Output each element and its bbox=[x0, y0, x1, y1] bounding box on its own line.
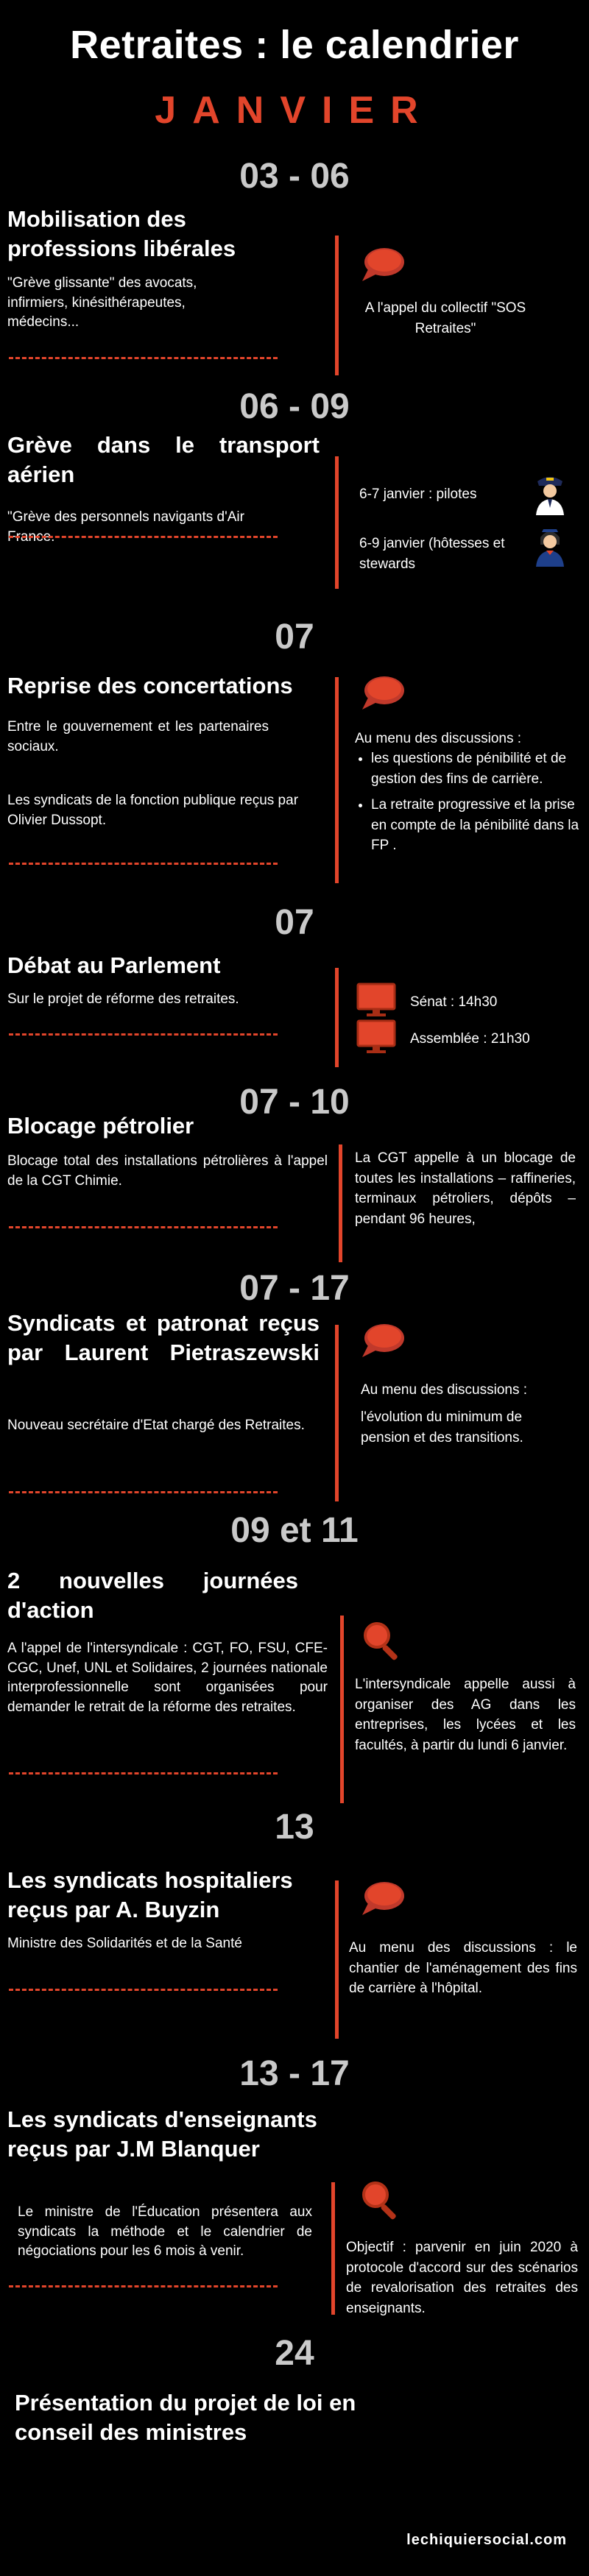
divider bbox=[9, 536, 278, 538]
event-title: Syndicats et patronat reçus par Laurent Pietraszewski bbox=[7, 1310, 320, 1366]
timeline-bar bbox=[331, 2182, 335, 2315]
event-detail: Au menu des discussions : le chantier de l'aménagement des fins de carrière à l'hôpital. bbox=[349, 1940, 577, 1997]
speech-bubble-icon bbox=[359, 1319, 409, 1360]
event-title: Reprise des concertations bbox=[7, 673, 293, 698]
divider bbox=[9, 1989, 278, 1991]
month-heading: JANVIER bbox=[155, 89, 434, 132]
pilot-icon bbox=[532, 471, 568, 515]
event-detail: L'intersyndicale appelle aussi à organiser des AG dans les entreprises, les lycées et les facultés, à partir du lundi 6 janvier. bbox=[355, 1677, 576, 1753]
event-detail-item: Assemblée : 21h30 bbox=[410, 1031, 530, 1047]
event-title: Présentation du projet de loi en conseil des ministres bbox=[15, 2390, 356, 2446]
divider bbox=[9, 1772, 278, 1774]
event-detail-bullet: • La retraite progressive et la prise en compte de la pénibilité dans la FP . bbox=[371, 795, 589, 856]
event-subtitle: Sur le projet de réforme des retraites. bbox=[7, 991, 239, 1007]
event-title: Les syndicats d'enseignants reçus par J.M Blanquer bbox=[7, 2106, 317, 2162]
footer-site: lechiquiersocial.com bbox=[406, 2532, 567, 2548]
tv-icon bbox=[356, 983, 398, 1018]
timeline-bar bbox=[340, 1616, 344, 1803]
event-subtitle: Nouveau secrétaire d'Etat chargé des Retraites. bbox=[7, 1418, 305, 1433]
event-detail: Objectif : parvenir en juin 2020 à protocole d'accord sur des scénarios de revalorisation des retraites des enseignants. bbox=[346, 2240, 578, 2316]
event-detail-bullet: • les questions de pénibilité et de gestion des fins de carrière. bbox=[371, 749, 589, 789]
event-detail-item: 6-9 janvier (hôtesses et stewards bbox=[359, 536, 505, 572]
event-subtitle: Les syndicats de la fonction publique reçus par Olivier Dussopt. bbox=[7, 793, 299, 828]
event-title: Les syndicats hospitaliers reçus par A. Buyzin bbox=[7, 1867, 293, 1923]
event-date: 07 bbox=[275, 903, 314, 942]
speech-bubble-icon bbox=[359, 243, 409, 284]
event-detail-item: 6-7 janvier : pilotes bbox=[359, 486, 477, 502]
speech-bubble-icon bbox=[359, 1877, 409, 1918]
magnifier-icon bbox=[361, 1619, 408, 1666]
event-date: 13 bbox=[275, 1808, 314, 1847]
event-date: 07 bbox=[275, 618, 314, 657]
timeline-bar bbox=[335, 1880, 339, 2039]
timeline-bar bbox=[335, 236, 339, 375]
timeline-bar bbox=[335, 968, 339, 1067]
divider bbox=[9, 1226, 278, 1228]
divider bbox=[9, 863, 278, 865]
event-title: 2 nouvelles journées d'action bbox=[7, 1568, 298, 1624]
event-detail-item: Sénat : 14h30 bbox=[410, 994, 498, 1010]
event-detail-list bbox=[355, 749, 589, 862]
event-date: 07 - 17 bbox=[239, 1269, 350, 1308]
event-subtitle: Le ministre de l'Éducation présentera aux syndicats la méthode et le calendrier de négociations pour les 6 mois à venir. bbox=[18, 2204, 312, 2260]
magnifier-icon bbox=[359, 2179, 406, 2226]
timeline-bar bbox=[335, 677, 339, 883]
event-subtitle: Blocage total des installations pétrolières à l'appel de la CGT Chimie. bbox=[7, 1153, 328, 1189]
event-date: 06 - 09 bbox=[239, 387, 350, 426]
speech-bubble-icon bbox=[359, 671, 409, 712]
tv-icon bbox=[356, 1019, 398, 1055]
event-detail: A l'appel du collectif "SOS Retraites" bbox=[364, 300, 526, 336]
event-subtitle: "Grève des personnels navigants d'Air France. bbox=[7, 509, 244, 545]
divider bbox=[9, 2285, 278, 2287]
event-date: 09 et 11 bbox=[230, 1511, 359, 1550]
event-date: 24 bbox=[275, 2334, 314, 2373]
divider bbox=[9, 357, 278, 359]
event-title: Mobilisation des professions libérales bbox=[7, 206, 236, 262]
event-detail: l'évolution du minimum de pension et des transitions. bbox=[361, 1409, 523, 1446]
flight-attendant-icon bbox=[532, 523, 568, 567]
event-title: Blocage pétrolier bbox=[7, 1113, 194, 1139]
event-subtitle: A l'appel de l'intersyndicale : CGT, FO, FSU, CFE-CGC, Unef, UNL et Solidaires, 2 journées nationale interprofessionnelle sont organisées pour demander le retrait de la réforme des retraites. bbox=[7, 1641, 328, 1715]
event-date: 03 - 06 bbox=[239, 157, 350, 196]
event-subtitle: Ministre des Solidarités et de la Santé bbox=[7, 1936, 242, 1951]
event-title: Grève dans le transport aérien bbox=[7, 432, 320, 488]
event-title: Débat au Parlement bbox=[7, 952, 221, 978]
timeline-bar bbox=[335, 456, 339, 589]
divider bbox=[9, 1491, 278, 1493]
event-detail-intro: Au menu des discussions : bbox=[355, 731, 522, 746]
event-subtitle: Entre le gouvernement et les partenaires sociaux. bbox=[7, 719, 269, 754]
timeline-bar bbox=[339, 1144, 342, 1262]
divider bbox=[9, 1033, 278, 1036]
event-detail-intro: Au menu des discussions : bbox=[361, 1382, 528, 1398]
event-subtitle: "Grève glissante" des avocats, infirmiers, kinésithérapeutes, médecins... bbox=[7, 275, 197, 330]
page-title: Retraites : le calendrier bbox=[70, 23, 519, 67]
event-date: 07 - 10 bbox=[239, 1083, 350, 1122]
event-date: 13 - 17 bbox=[239, 2054, 350, 2093]
timeline-bar bbox=[335, 1325, 339, 1501]
event-detail: La CGT appelle à un blocage de toutes les installations – raffineries, terminaux pétroliers, dépôts – pendant 96 heures, bbox=[355, 1150, 576, 1227]
